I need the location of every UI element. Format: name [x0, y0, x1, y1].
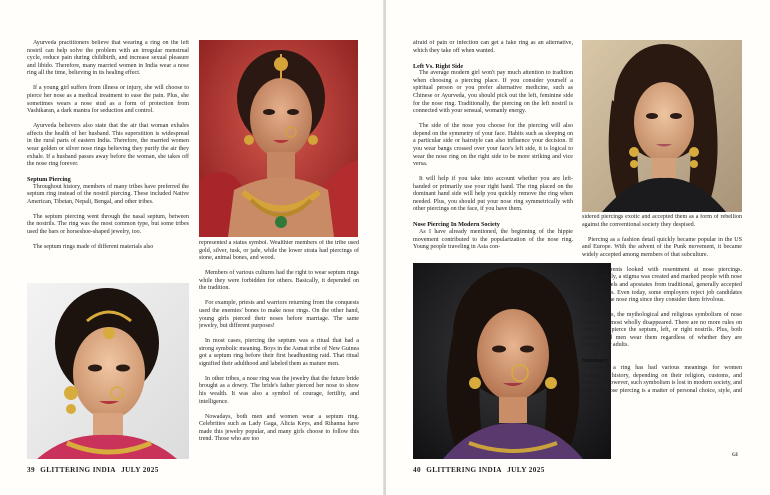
right-page [386, 0, 770, 495]
page-number: 40 [413, 466, 421, 474]
paragraph: Nowadays, both men and women wear a septum ring. Celebrities such as Lady Gaga, Alicia Keys, and Rihanna have made this jewelry popular, and many girls choose to follow this trend. Those who are too [199, 413, 359, 443]
magazine-name: GLITTERING INDIA [426, 466, 502, 474]
paragraph: In most cases, piercing the septum was a ritual that had a strong symbolic meaning. Boys in the Asmat tribe of New Guinea got a septum ring before their first headhunting raid. That ritual signified their adulthood and labeled them as mature men. [199, 338, 359, 367]
section-heading-summary: Summary [582, 357, 609, 365]
paragraph: The side of the nose you choose for the piercing will also depend on the symmetry of your face. Habits such as sleeping on a particular side or hairstyle can also influence your decision. If you wear bangs crossed over your face's left side, it is logical to wear the nose ring on the right side to be more striking and vice versa. [413, 123, 573, 168]
section-heading-left-right: Left Vs. Right Side [413, 62, 464, 70]
paragraph: As I have already mentioned, the beginning of the hippie movement contributed to the popularization of the nose ring. Young people traveling in Asia con- [413, 229, 573, 251]
paragraph: Nowadays, the mythological and religious symbolism of nose rings has almost wholly disappeared. There are no more rules on whether to pierce the septum, left, or right nostrils. Plus, both women and men wear them regardless of whether they are teenagers or adults. [582, 312, 742, 349]
end-mark: GI [732, 453, 738, 458]
right-page-footer [413, 466, 548, 474]
section-heading-modern-society: Nose Piercing In Modern Society [413, 221, 500, 229]
paragraph: afraid of pain or infection can get a fake ring as an alternative, which they take off when wanted. [413, 40, 573, 54]
section-heading-septum: Septum Piercing [27, 176, 71, 184]
issue-date: JULY 2025 [507, 466, 545, 474]
right-page-column-2 [582, 214, 742, 460]
paragraph: The average modern girl won't pay much attention to tradition when choosing a piercing place. If you consider yourself a spiritual person or you prefer alternative medicine, such as Chinese or Ayurveda, you should pick out the left, feminine side for the nose ring. Traditionally, the piercing on the left nostril is connected with your sensual, womanly energy. [413, 70, 573, 115]
paragraph: represented a status symbol. Wealthier members of the tribe used gold, silver, tusk, or jade, while the lower strata had piercings of stone, animal bones, and wood. [199, 240, 359, 262]
paragraph: For example, priests and warriors returning from the conquests used the enemies' bones to make nose rings. On the other hand, young girls pierced their noses before marriage. The same jewelry, but different purposes! [199, 300, 359, 330]
paragraph: Throughout history, members of many tribes have preferred the septum ring instead of the nostril piercing. These included Native American, Tibetan, Nepali, Bengal, and other tribes. [27, 183, 189, 205]
left-page-footer [27, 466, 162, 474]
paragraph: Most parents looked with resentment at nose piercings. Unfortunately, a stigma was created and marked people with nose rings as rebels and apostates from traditional, generally accepted social norms. Even today, some employers reject job candidates who wear the nose ring since they consider them frivolous. [582, 266, 742, 304]
paragraph: It will help if you take into account whether you are left-handed or primarily use your right hand. The ring placed on the dominant hand side will help you quickly remove the ring when needed. Plus, you should put your nose ring symmetrically with other piercings on the face, if you have them. [413, 176, 573, 213]
paragraph: Ayurveda believers also state that the air that woman exhales affects the health of her husband. This superstition is widespread in the rural parts of eastern India. Therefore, the married women wear golden or silver nose rings believing they purify the air they exhale. If a husband passes away before the woman, she takes off the nose ring forever. [27, 123, 189, 168]
paragraph: If a young girl suffers from illness or injury, she will choose to pierce her nose as a medical treatment to ease the pain. Plus, she sometimes wears a nose stud as a form of protection from Vashikaran, a dark mantra for seduction and control. [27, 85, 189, 115]
paragraph: Wearing a ring has had various meanings for women throughout history, depending on their religion, customs, and ethnicity. However, such symbolism is lost in modern society, and today the nose piercing is a matter of personal choice, style, and preferences. [582, 365, 742, 402]
paragraph: Piercing as a fashion detail quickly became popular in the US and Europe. With the advent of the Punk movement, it became widely accepted among members of that subculture. [582, 236, 742, 258]
right-page-column-1 [413, 40, 573, 262]
page-number: 39 [27, 466, 35, 474]
photo-gold-jewelry-portrait [27, 283, 189, 459]
issue-date: JULY 2025 [121, 466, 159, 474]
magazine-name: GLITTERING INDIA [40, 466, 116, 474]
left-page-column-1-top [27, 40, 189, 280]
paragraph: The septum piercing went through the nasal septum, between the nostrils. The ring was the most common type, but some tribes used the bars or horseshoe-shaped jewelry, too. [27, 213, 189, 236]
photo-black-jacket-portrait [582, 40, 742, 212]
paragraph: Members of various cultures had the right to wear septum rings while they were forbidden for others. Basically, it depended on the tradition. [199, 270, 359, 292]
paragraph: In other tribes, a nose ring was the jewelry that the future bride brought as a dowry. The bride's father pierced her nose to show his wealth. It was also a symbol of courage, fertility, and intelligence. [199, 375, 359, 405]
paragraph: Ayurveda practitioners believe that wearing a ring on the left nostril can help solve the problem with an irregular menstrual cycle, reduce pain during childbirth, and increase sexual pleasure and libido. Therefore, many married women in India wear a nose ring all the time, believing in its healing effect. [27, 40, 189, 77]
paragraph: sidered piercings exotic and accepted them as a form of rebellion against the conventional society they despised. [582, 214, 742, 228]
paragraph: The septum rings made of different materials also [33, 244, 154, 251]
photo-bride-portrait [199, 40, 358, 237]
left-page-column-1-bottom [199, 240, 359, 462]
left-page [0, 0, 384, 495]
